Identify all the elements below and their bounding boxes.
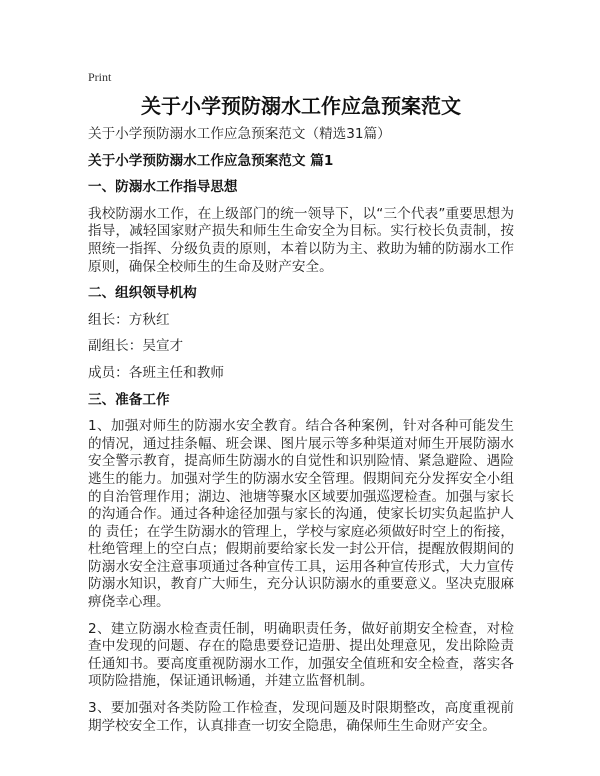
article-heading: 关于小学预防溺水工作应急预案范文 篇1 xyxy=(88,152,334,169)
section1-heading: 一、防溺水工作指导思想 xyxy=(88,179,238,196)
page-title: 关于小学预防溺水工作应急预案范文 xyxy=(141,94,461,118)
section3-item-3: 3、要加强对各类防险工作检查，发现问题及时限期整改，高度重视前期学校安全工作，认真排查一切安全隐患，确保师生生命财产安全。 xyxy=(88,700,514,734)
section3-item-2: 2、建立防溺水检查责任制，明确职责任务，做好前期安全检查，对检查中发现的问题、存在的隐患要登记造册、提出处理意见，发出除险责任通知书。要高度重视防溺水工作，加强安全值班和安全检查，落实各项防险措施，保证通讯畅通，并建立监督机制。 xyxy=(88,620,514,690)
section3-heading: 三、准备工作 xyxy=(88,391,170,408)
section1-body: 我校防溺水工作，在上级部门的统一领导下，以“三个代表”重要思想为指导，减轻国家财产损失和师生生命安全为目标。实行校长负责制，按照统一指挥、分级负责的原则，本着以防为主、救助为辅的防溺水工作原则，确保全校师生的生命及财产安全。 xyxy=(88,205,514,275)
print-link[interactable]: Print xyxy=(88,70,112,84)
members-line: 成员：各班主任和教师 xyxy=(88,364,224,381)
section3-item-1: 1、加强对师生的防溺水安全教育。结合各种案例，针对各种可能发生的情况，通过挂条幅、班会课、图片展示等多种渠道对师生开展防溺水安全警示教育，提高师生防溺水的自觉性和识别险情、紧急避险、遇险逃生的能力。加强对学生的防溺水安全管理。假期间充分发挥安全小组的自治管理作用；湖边、池塘等聚水区域要加强巡逻检查。加强与家长的沟通合作。通过各种途径加强与家长的沟通，使家长切实负起监护人的 责任；在学生防溺水的管理上，学校与家庭必须做好时空上的衔接，杜绝管理上的空白点；假期前要给家长发一封公开信，提醒放假期间的防溺水安全注意事项通过各种宣传工具，运用各种宣传形式，大力宣传防溺水知识，教育广大师生，充分认识防溺水的重要意义。坚决克服麻痹侥幸心理。 xyxy=(88,418,514,611)
deputy-line: 副组长：吴宣才 xyxy=(88,338,184,355)
section2-heading: 二、组织领导机构 xyxy=(88,285,197,302)
subtitle: 关于小学预防溺水工作应急预案范文（精选31篇） xyxy=(88,126,391,142)
leader-line: 组长：方秋红 xyxy=(88,311,170,328)
